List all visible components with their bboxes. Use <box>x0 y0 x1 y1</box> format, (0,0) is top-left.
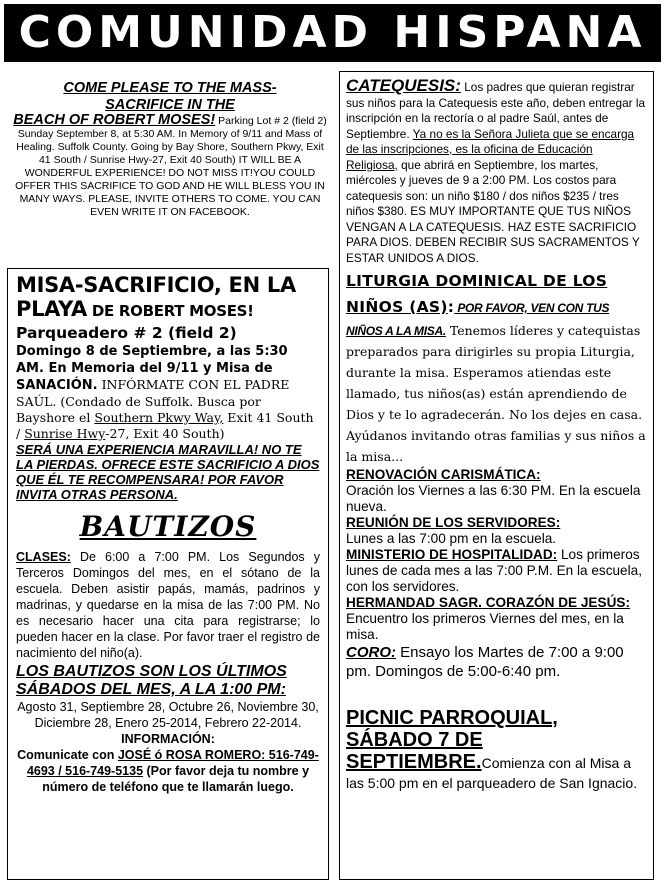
bautizos-ultimos: LOS BAUTIZOS SON LOS ÚLTIMOS SÁBADOS DEL MES, A LA 1:00 PM: <box>16 663 287 698</box>
group-title: CORO: <box>346 644 396 661</box>
contact-phones: JOSÉ ó ROSA ROMERO: 516-749-4693 / 516-749-5135 <box>26 748 319 778</box>
english-announcement <box>10 80 330 219</box>
group-text: Oración los Viernes a las 6:30 PM. En la escuela nueva. <box>346 483 641 514</box>
comuniquese: Comunicate con <box>17 748 118 762</box>
clases-text: De 6:00 a 7:00 PM. Los Segundos y Terceros Domingos del mes, en el sótano de la escuela. Deben asistir papás, mamás, padrinos y madrinas, y quedarse en la misa de las 7:00 PM. No es necesario hacer una cita para registrarse; lo pueden hacer en la clase. Por favor traer el registro de nacimiento del niño(a). <box>16 550 320 660</box>
group-text: Ensayo los Martes de 7:00 a 9:00 pm. Domingos de 5:00-6:40 pm. <box>346 644 624 680</box>
group-title: HERMANDAD SAGR. CORAZÓN DE JESÚS: <box>346 595 630 610</box>
bautizos-clases <box>16 549 320 661</box>
catequesis-title: CATEQUESIS: <box>346 76 461 95</box>
picnic-title: PICNIC PARROQUIAL, SÁBADO 7 DE SEPTIEMBRE. <box>346 707 558 773</box>
right-column-box <box>339 71 654 880</box>
liturgia-section <box>346 268 647 467</box>
group-hermandad <box>346 595 647 643</box>
misa-title-line-1: MISA-SACRIFICIO, EN LA <box>16 273 296 297</box>
group-text: Encuentro los primeros Viernes del mes, en la misa. <box>346 611 624 642</box>
group-renovacion <box>346 467 647 515</box>
picnic-section <box>346 707 647 793</box>
misa-sunrise: Sunrise Hwy <box>24 426 106 441</box>
misa-invite: SERÁ UNA EXPERIENCIA MARAVILLA! NO TE LA PIERDAS. OFRECE ESTE SACRIFICIO A DIOS QUE ÉL TE RECOMPENSARA! POR FAVOR INVITA OTRAS PERSONA. <box>16 442 320 502</box>
group-title: REUNIÓN DE LOS SERVIDORES: <box>346 515 561 530</box>
contact-tail: (Por favor deja tu nombre y número de teléfono que te llamarán luego. <box>42 764 310 794</box>
catequesis-body-1: Los padres que quieran registrar sus niños para la Catequesis este año, deben entregar la inscripción en la rectoría o al padre Saúl, antes de Septiembre. <box>346 80 646 141</box>
info-label: INFORMACIÓN: <box>121 732 215 746</box>
liturgia-colon: : <box>447 298 455 316</box>
group-hospitalidad <box>346 547 647 595</box>
misa-body-3: -27, Exit 40 South) <box>105 426 225 441</box>
groups-list <box>346 467 647 681</box>
misa-title-robert-moses: DE ROBERT MOSES! <box>86 302 254 320</box>
misa-body-1: INFÓRMATE CON EL PADRE SAÚL. (Condado de Suffolk. Busca por Bayshore el <box>16 377 290 425</box>
misa-parking: Parqueadero # 2 (field 2) <box>16 324 237 342</box>
misa-date: Domingo 8 de Septiembre, a las 5:30 AM. En Memoria del 9/11 y Misa de SANACIÓN. <box>16 344 288 393</box>
liturgia-body: Tenemos líderes y catequistas preparados para dirigirles su propia Liturgia, durante la misa. Esperamos atiendas este llamado, tus niños(as) están aprendiendo de Dios y te lo agradecerán. No los dejes en casa. Ayúdanos invitando otras familias y sus niños a la misa... <box>346 323 646 464</box>
group-title: MINISTERIO DE HOSPITALIDAD: <box>346 547 558 562</box>
bautizos-title: BAUTIZOS <box>79 510 257 543</box>
catequesis-underlined: Ya no es la Señora Julieta que se encarga de las inscripciones, es la oficina de Educación Religiosa, <box>346 126 635 172</box>
liturgia-em: POR FAVOR, VEN CON TUS NIÑOS A LA MISA. <box>346 301 610 338</box>
catequesis-section <box>346 78 647 266</box>
group-text: Los primeros lunes de cada mes a las 7:00 P.M. En la escuela, con los servidores. <box>346 547 642 594</box>
english-title-line-3: BEACH OF ROBERT MOSES! <box>13 112 216 128</box>
header-title: COMUNIDAD HISPANA <box>18 7 647 58</box>
fechas-text: Agosto 31, Septiembre 28, Octubre 26, Noviembre 30, Diciembre 28, Enero 25-2014, Febrero 22-2014. <box>17 700 319 730</box>
misa-details <box>16 343 320 442</box>
group-servidores <box>346 515 647 547</box>
left-column-box <box>7 268 329 880</box>
misa-southern: Southern Pkwy Way, <box>94 410 224 425</box>
picnic-text: Comienza con al Misa a las 5:00 pm en el parqueadero de San Ignacio. <box>346 755 638 791</box>
newsletter-header <box>4 4 661 62</box>
group-title: RENOVACIÓN CARISMÁTICA: <box>346 467 541 482</box>
catequesis-body-2: que abrirá en Septiembre, los martes, miércoles y jueves de 9 a 2:00 PM. Los costos para catequesis son: un niño $180 / dos niños $235 / tres niños $380. ES MUY IMPORTANTE QUE TUS NIÑOS VENGAN A LA CATEQUESIS. HAZ ESTE SACRIFICIO PARA DIOS. DEBEN RECIBIR SUS SACRAMENTOS Y ESTAR UNIDOS A DIOS. <box>346 157 640 265</box>
misa-title-playa: PLAYA <box>16 297 87 321</box>
clases-label: CLASES: <box>16 550 71 564</box>
english-body: Parking Lot # 2 (field 2) Sunday September 8, at 5:30 AM. In Memory of 9/11 and Mass of Healing. Suffolk County. Going by Bay Shore, Southern Pkwy, Exit 41 South / Sunrise Hwy-27, Exit 40 South) IT WILL BE A WONDERFUL EXPERIENCE! DO NOT MISS IT!YOU COULD OFFER THIS SACRIFICE TO GOD AND HE WILL BLESS YOU IN MANY WAYS. PLEASE, INVITE OTHERS TO COME. YOU CAN EVEN WRITE IT ON FACEBOOK. <box>15 115 327 218</box>
misa-title <box>16 273 320 323</box>
liturgia-title: LITURGIA DOMINICAL DE LOS NIÑOS (AS) <box>346 272 608 316</box>
misa-body-2: Exit 41 South / <box>16 410 314 441</box>
english-title-line-2: SACRIFICE IN THE <box>105 97 235 113</box>
group-text: Lunes a las 7:00 pm en la escuela. <box>346 531 557 546</box>
english-title-line-1: COME PLEASE TO THE MASS- <box>63 80 277 96</box>
group-coro <box>346 643 647 681</box>
bautizos-fechas <box>16 699 320 795</box>
